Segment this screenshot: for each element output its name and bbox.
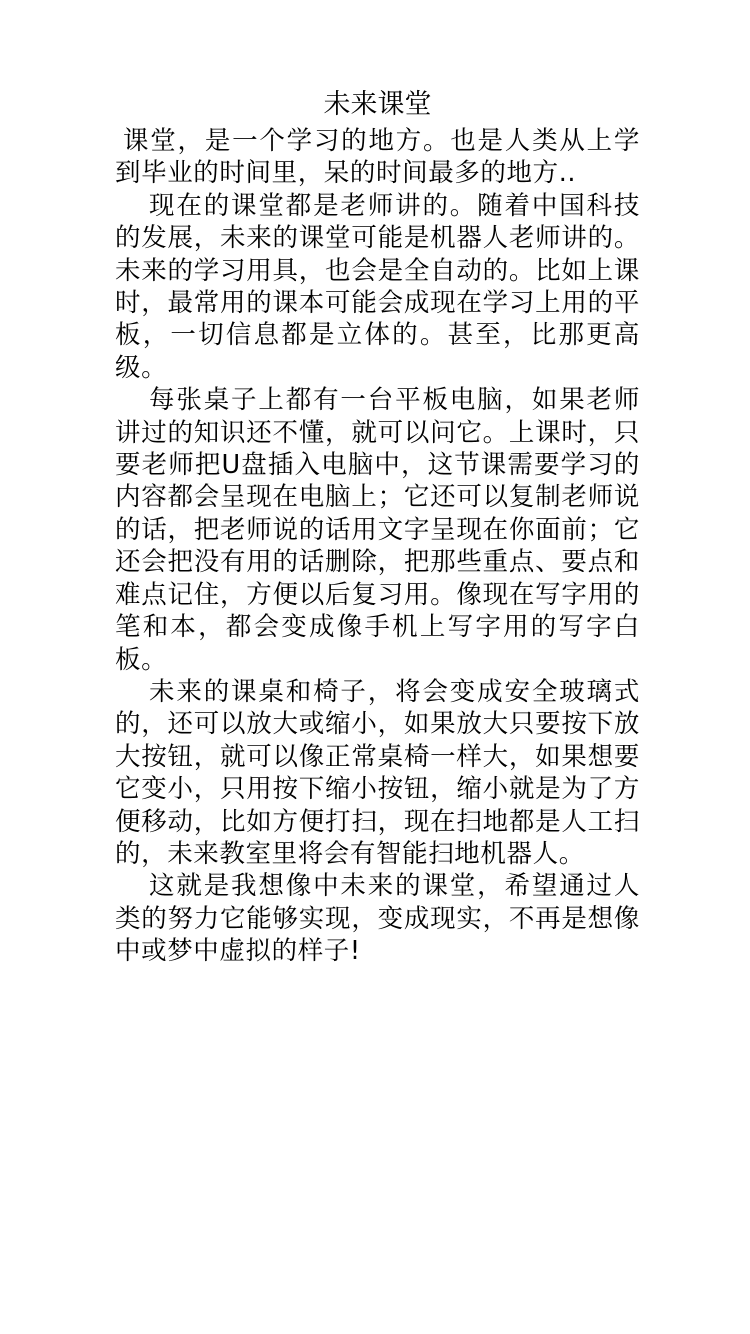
essay-paragraph-4: 未来的课桌和椅子，将会变成安全玻璃式的，还可以放大或缩小，如果放大只要按下放大按钮，就可以像正常桌椅一样大，如果想要它变小，只用按下缩小按钮，缩小就是为了方便移动，比如方便打扫，现在扫地都是人工扫的，未来教室里将会有智能扫地机器人。 xyxy=(115,676,640,869)
essay-paragraph-3: 每张桌子上都有一台平板电脑，如果老师讲过的知识还不懂，就可以问它。上课时，只要老师把U盘插入电脑中，这节课需要学习的内容都会呈现在电脑上；它还可以复制老师说的话，把老师说的话用文字呈现在你面前；它还会把没有用的话删除，把那些重点、要点和难点记住，方便以后复习用。像现在写字用的笔和本，都会变成像手机上写字用的写字白板。 xyxy=(115,385,640,675)
essay-paragraph-5: 这就是我想像中未来的课堂，希望通过人类的努力它能够实现，变成现实，不再是想像中或梦中虚拟的样子! xyxy=(115,871,640,967)
essay-paragraph-1: 课堂，是一个学习的地方。也是人类从上学到毕业的时间里，呆的时间最多的地方.. xyxy=(115,126,640,189)
essay-paragraph-2: 现在的课堂都是老师讲的。随着中国科技的发展，未来的课堂可能是机器人老师讲的。未来的学习用具，也会是全自动的。比如上课时，最常用的课本可能会成现在学习上用的平板，一切信息都是立体的。甚至，比那更高级。 xyxy=(115,190,640,383)
essay-title: 未来课堂 xyxy=(323,89,432,120)
essay-page xyxy=(115,85,640,968)
